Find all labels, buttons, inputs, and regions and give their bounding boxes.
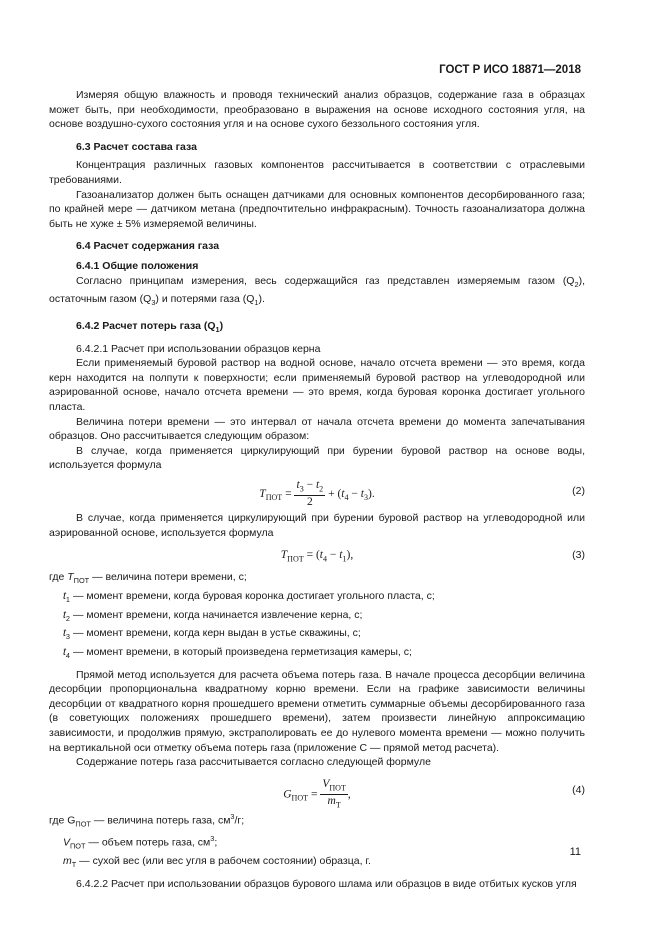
formula-number: (4): [572, 783, 585, 796]
paragraph: Содержание потерь газа рассчитывается согласно следующей формуле: [76, 756, 431, 769]
section-6-4-1-title: 6.4.1 Общие положения: [76, 259, 199, 272]
formula-4: $G_{ПОТ}$ = $\frac{V_{ПОТ}}{m_Т}$ , (4): [283, 777, 585, 810]
definition-m: $m_Т$ — сухой вес (или вес угля в рабочем состоянии) образца, г.: [63, 855, 371, 870]
definition-t4: $t_4$ — момент времени, в который произведена герметизация камеры, с;: [63, 645, 412, 660]
paragraph: Если применяемый буровой раствор на водной основе, начало отсчета времени — это время, когда керн находится на полпути к поверхности; если применяемый буровой раствор на углеводородной или аэрированной основе, начало отсчета времени — это время, когда буровая коронка достигает угольного пласта.: [49, 357, 585, 413]
paragraph: Газоанализатор должен быть оснащен датчиками для основных компонентов десорбированного газа; по крайней мере — датчиком метана (предпочтительно инфракрасным). Точность газоанализатора должна быть не хуже ± 5% измеряемой величины.: [49, 188, 585, 230]
paragraph: В случае, когда применяется циркулирующий при бурении буровой раствор на углеводородной или аэрированной основе, используется формула: [49, 511, 585, 539]
definition-t1: $t_1$ — момент времени, когда буровая коронка достигает угольного пласта, с;: [63, 589, 435, 604]
formula-2: $T_{ПОТ}$ = $\frac{t_3 - t_2}{2}$ + $(t_4 - t_3)$. (2): [259, 478, 585, 509]
formula-number: (2): [572, 484, 585, 497]
paragraph: Величина потери времени — это интервал от начала отсчета времени до момента запечатывания образцов. Оно рассчитывается следующим образом:: [49, 415, 585, 443]
paragraph-gas-components: Согласно принципам измерения, весь содержащийся газ представлен измеряемым газом $(Q_2)$, остаточным газом $(Q_3)$ и потерями газа $(Q_1)$.: [49, 274, 585, 308]
definition-G: где $G_{ПОТ}$ — величина потерь газа, $см^3/г$;: [49, 811, 245, 829]
section-6-4-title: 6.4 Расчет содержания газа: [76, 240, 220, 253]
definition-t2: $t_2$ — момент времени, когда начинается извлечение керна, с;: [63, 608, 363, 623]
definition-t3: $t_3$ — момент времени, когда керн выдан в устье скважины, с;: [63, 627, 361, 642]
subsection-6-4-2-2: 6.4.2.2 Расчет при использовании образцов бурового шлама или образцов в виде отбитых кусков угля: [76, 877, 577, 890]
paragraph: В случае, когда применяется циркулирующий при бурении буровой раствор на основе воды, используется формула: [49, 444, 585, 472]
section-6-4-2-title: 6.4.2 Расчет потерь газа $(Q_1)$: [76, 319, 224, 334]
subsection-6-4-2-1: 6.4.2.1 Расчет при использовании образцов керна: [76, 342, 321, 355]
formula-3: $T_{ПОТ} = (t_4 - t_1)$, (3): [280, 549, 585, 564]
page-number: 11: [569, 846, 581, 858]
paragraph: Концентрация различных газовых компонентов рассчитывается в соответствии с отраслевыми требованиями.: [49, 159, 585, 186]
formula-number: (3): [572, 549, 585, 562]
section-6-3-title: 6.3 Расчет состава газа: [76, 140, 197, 153]
paragraph-direct-method: Прямой метод используется для расчета объема потерь газа. В начале процесса десорбции величина десорбции пропорциональна квадратному корню времени. Если на графике зависимости величины десорбции от квадратного корня прошедшего времени отметить суммарные объемы десорбированного газа (в советующих положениях прошедшего времени), затем произвести линейную аппроксимацию зависимости, и продолжив прямую, экстраполировать ее до нулевого момента времени — можно получить на вертикальной оси отметку объема потерь газа (приложение С — прямой метод расчета).: [49, 668, 585, 754]
definition-T: где $T_{ПОТ}$ — величина потери времени, с;: [49, 571, 247, 586]
intro-paragraph: Измеряя общую влажность и проводя технический анализ образцов, содержание газа в образцах может быть, при необходимости, преобразовано в выражения на основе исходного состояния угля, на основе воздушно-сухого состояния угля и на основе сухого беззольного состояния угля.: [49, 89, 585, 131]
page-content: [49, 84, 585, 891]
standard-header: ГОСТ Р ИСО 18871—2018: [439, 64, 581, 76]
definition-V: $V_{ПОТ}$ — объем потерь газа, $см^3$;: [63, 833, 218, 851]
